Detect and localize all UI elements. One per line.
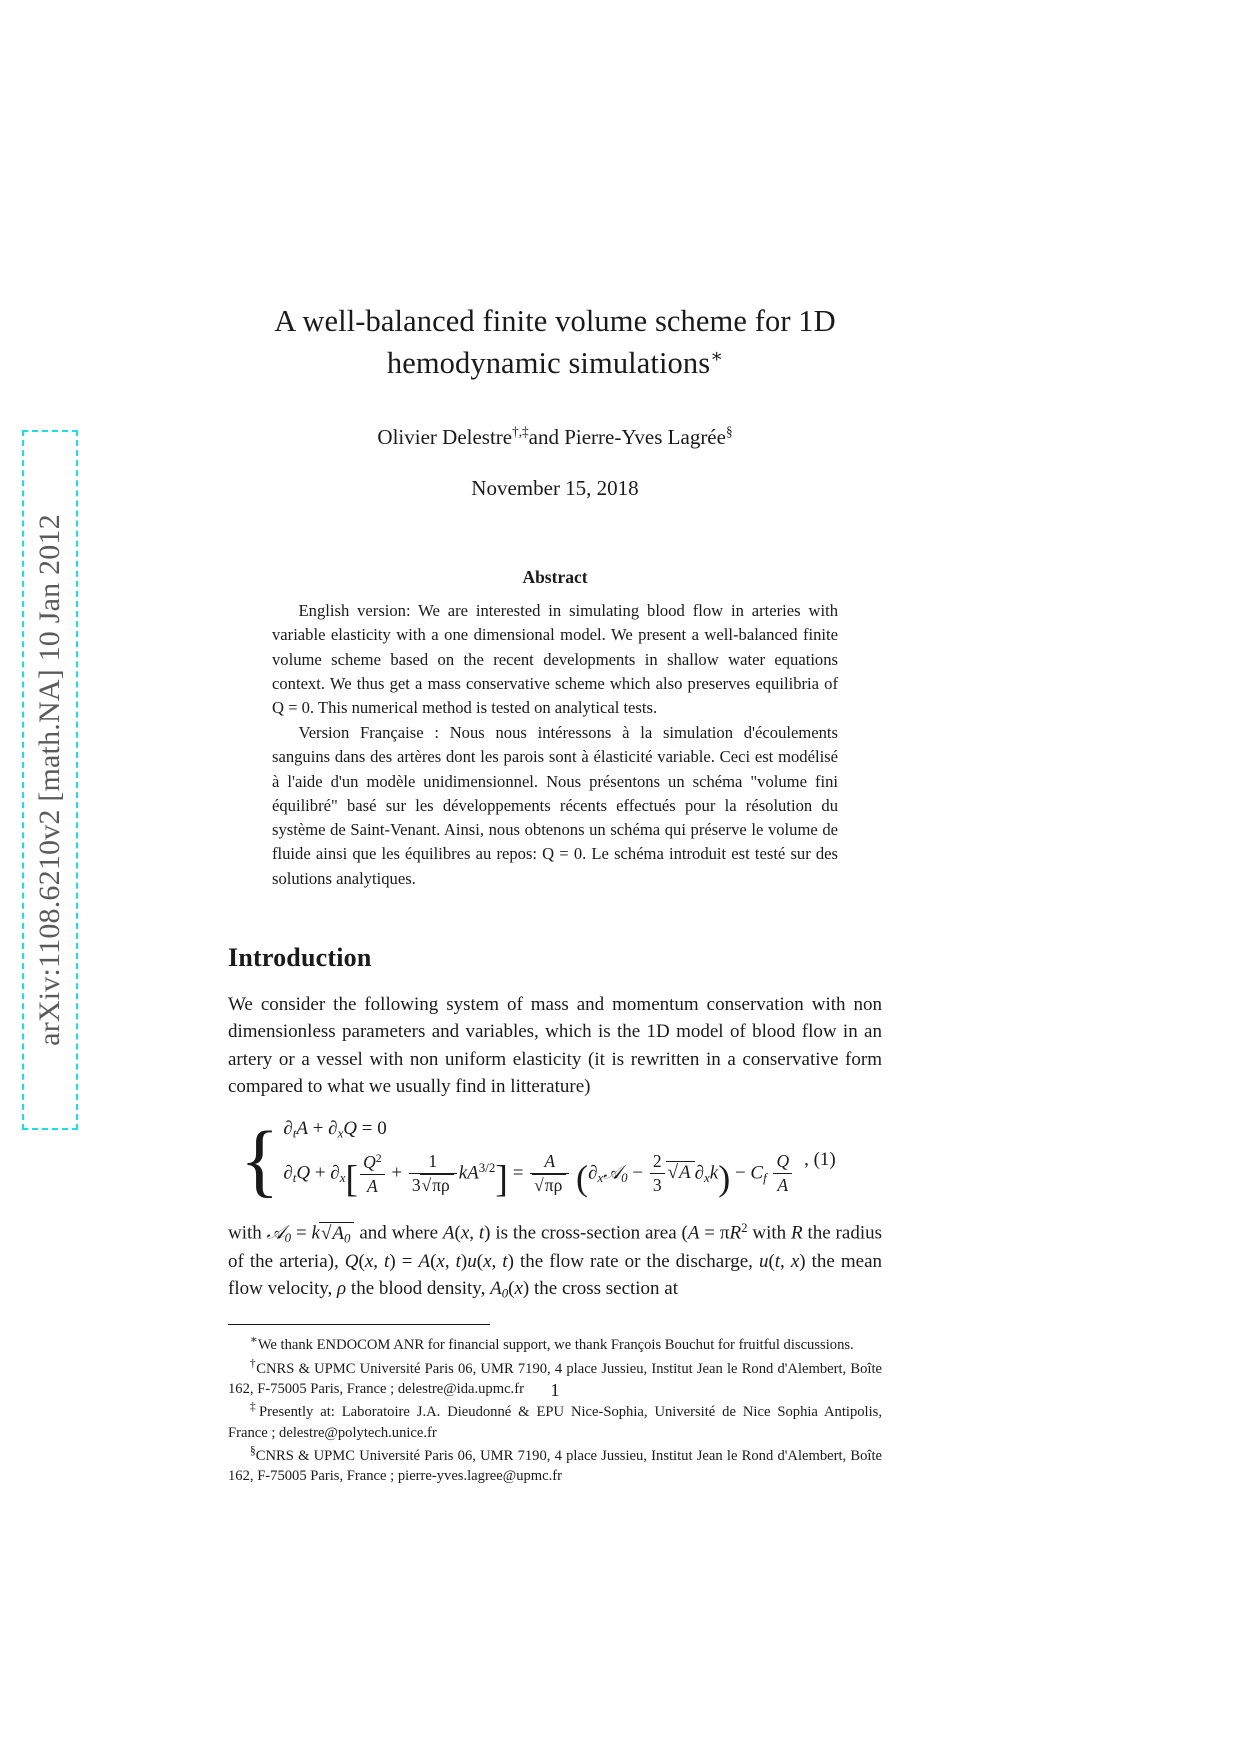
author-2: and Pierre-Yves Lagrée <box>528 425 726 450</box>
page-number: 1 <box>550 1380 560 1400</box>
abstract-section <box>272 567 838 891</box>
author-2-marker: § <box>725 424 733 440</box>
footnote-text: We thank ENDOCOM ANR for financial support, we thank François Bouchut for fruitful discussions. <box>257 1337 854 1354</box>
arxiv-stamp <box>22 430 78 1130</box>
footnote-separator <box>228 1324 490 1326</box>
equation-line-mass: $\partial_tA + \partial_xQ = 0$ <box>283 1118 387 1141</box>
footnote-marker: § <box>249 1443 256 1457</box>
equation-number: , (1) <box>804 1148 836 1170</box>
arxiv-stamp-text: arXiv:1108.6210v2 [math.NA] 10 Jan 2012 <box>33 514 66 1046</box>
author-1-markers: †,‡ <box>512 424 529 440</box>
page-title <box>228 300 882 384</box>
footnote-item <box>228 1332 882 1355</box>
abstract-paragraph-english: English version: We are interested in simulating blood flow in arteries with variable elasticity with a one dimensional model. We present a well-balanced finite volume scheme based on the recent developments in shallow water equations context. We thus get a mass conservative scheme which also preserves equilibria of Q = 0. This numerical method is tested on analytical tests. <box>272 601 838 718</box>
abstract-heading: Abstract <box>522 567 588 588</box>
introduction-paragraph-1: We consider the following system of mass and momentum conservation with non dimensionless parameters and variables, which is the 1D model of blood flow in an artery or a vessel with non uniform elasticity (it is rewritten in a conservative form compared to what we usually find in litterature) <box>228 993 882 1097</box>
footnote-marker: ∗ <box>249 1333 258 1347</box>
footnote-marker: † <box>249 1356 257 1370</box>
equation-1 <box>228 1114 882 1206</box>
equation-brace: { <box>240 1114 280 1206</box>
footnote-text: CNRS & UPMC Université Paris 06, UMR 7190, 4 place Jussieu, Institut Jean le Rond d'Alembert, Boîte 162, F-75005 Paris, France ; delestre@ida.upmc.fr <box>228 1360 882 1397</box>
footnote-text: CNRS & UPMC Université Paris 06, UMR 7190, 4 place Jussieu, Institut Jean le Rond d'Alembert, Boîte 162, F-75005 Paris, France ; pierre-yves.lagree@upmc.fr <box>228 1447 882 1485</box>
author-1: Olivier Delestre <box>377 425 513 450</box>
authors <box>228 424 882 450</box>
title-line-2: hemodynamic simulations <box>386 346 711 381</box>
footnote-text: Presently at: Laboratoire J.A. Dieudonné & EPU Nice-Sophia, Université de Nice Sophia Antipolis, France ; delestre@polytech.unice.fr <box>228 1404 882 1441</box>
page-content <box>228 0 882 1755</box>
footnote-marker: ‡ <box>249 1400 260 1414</box>
introduction-paragraph-2: with 𝒜$_0$ = $k√A_0$ and where A(x, t) is the cross-section area ($A = \pi R^2$ with R the radius of the arteria), Q(x, t) = A(x, t)u(x, t) the flow rate or the discharge, u(t, x) the mean flow velocity, ρ the blood density, $A_0(x)$ the cross section at <box>228 1220 883 1302</box>
equation-lines <box>283 1118 794 1201</box>
publication-date: November 15, 2018 <box>471 476 639 501</box>
footnote-item <box>228 1399 882 1443</box>
footnote-item <box>228 1443 882 1487</box>
section-heading-introduction: Introduction <box>228 942 372 972</box>
footnotes <box>228 1332 882 1486</box>
title-line-1: A well-balanced finite volume scheme for 1D <box>274 304 836 338</box>
title-footnote-marker: ∗ <box>710 345 724 367</box>
equation-line-momentum: $\partial_tQ + \partial_x$[ $\frac{Q^2}{A}$ + $\frac{1}{3√\pi\rho}$ $kA^{3/2}$] = $\frac{A}{√\pi\rho}$ ($\partial_x𝒜_0$ − $\frac{2}{3}$ √A $\partial_xk) - C_f$ $\frac{Q}{A}$ <box>283 1151 794 1202</box>
abstract-paragraph-french: Version Française : Nous nous intéressons à la simulation d'écoulements sanguins dans des artères dont les parois sont à élasticité variable. Ceci est modélisé à l'aide d'un modèle unidimensionnel. Nous présentons un schéma "volume fini équilibré" basé sur les développements récents effectués pour la résolution du système de Saint-Venant. Ainsi, nous obtenons un schéma qui préserve le volume de fluide ainsi que les équilibres au repos: Q = 0. Le schéma introduit est testé sur des solutions analytiques. <box>272 723 838 888</box>
